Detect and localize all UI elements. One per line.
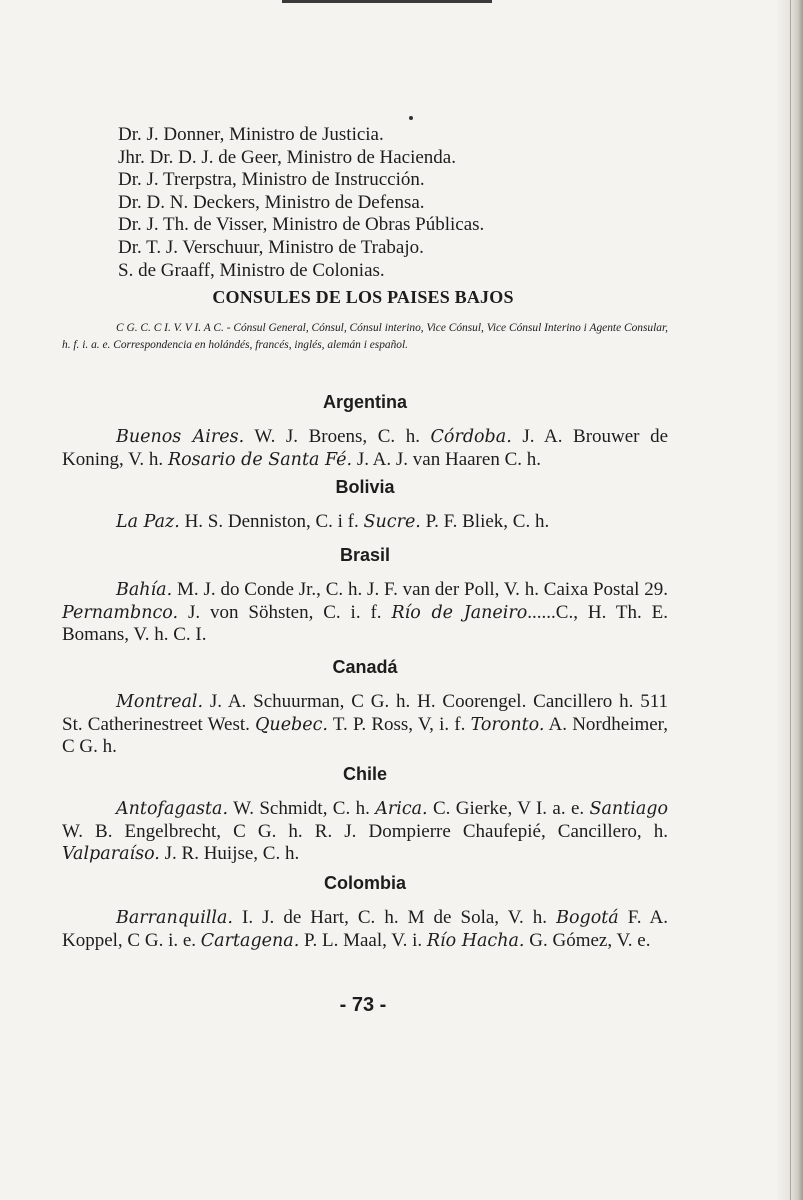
place-name: Río de Janeiro [391, 602, 528, 623]
ink-dot [409, 116, 413, 120]
place-name: Arica. [375, 799, 428, 819]
place-name: Cartagena. [200, 930, 300, 951]
country-heading: Argentina [322, 392, 407, 412]
place-name: La Paz. [116, 512, 180, 532]
consul-text: W. Schmidt, C. h. [228, 798, 376, 819]
place-name: Quebec. [255, 714, 328, 735]
section-colombia [62, 873, 668, 952]
place-name: Barranquilla. [116, 908, 233, 928]
consul-text: M. J. do Conde Jr., C. h. J. F. van der Poll, V. h. Caixa Postal 29. [172, 579, 668, 600]
country-heading: Colombia [323, 873, 406, 893]
consul-text: P. L. Maal, V. i. [299, 929, 427, 951]
consul-text: J. von Söhsten, C. i. f. [178, 601, 392, 623]
minister-line: Dr. J. Th. de Visser, Ministro de Obras Públicas. [118, 214, 485, 236]
consul-text: H. S. Denniston, C. i f. [179, 511, 364, 532]
section-canada [62, 657, 668, 759]
consul-entry [62, 691, 668, 759]
place-name: Montreal. [116, 692, 204, 712]
place-name: Bogotá [556, 908, 619, 928]
place-name: Río Hacha. [426, 930, 525, 951]
consul-entry [62, 426, 668, 471]
book-spine-edge [777, 0, 803, 1200]
top-border-line [282, 0, 492, 3]
place-name: Buenos Aires. [116, 427, 245, 447]
place-name: Sucre. [363, 512, 421, 532]
place-name: Pernambnco. [62, 602, 179, 623]
place-name: Antofagasta. [116, 799, 229, 819]
country-heading: Bolivia [335, 477, 395, 497]
abbreviation-legend: C G. C. C I. V. V I. A C. - Cónsul General, Cónsul, Cónsul interino, Vice Cónsul, Vice Cónsul Interino i Agente Consular, h. f. i. a. e. Correspondencia en holándés, francés, inglés, alemán i español. [62, 322, 668, 351]
consul-text: J. A. J. van Haaren C. h. [352, 448, 541, 470]
consul-entry [62, 907, 668, 952]
minister-line: Dr. J. Trerpstra, Ministro de Instrucción. [118, 169, 425, 191]
country-heading: Canadá [332, 657, 398, 677]
consul-entry [62, 511, 668, 534]
consul-text: J. A. Brouwer de Koning, V. h. [62, 426, 668, 470]
consul-text: J. A. Schuurman, C G. h. H. Coorengel. Cancillero h. 511 St. Catherinestreet West. [62, 691, 668, 735]
page-number: - 73 - [339, 994, 387, 1016]
place-name: Bahía. [116, 580, 173, 600]
consul-text: C. Gierke, V I. a. e. [427, 798, 590, 819]
place-name: Rosario de Santa Fé. [167, 449, 353, 470]
minister-line: Dr. T. J. Verschuur, Ministro de Trabajo. [118, 236, 424, 258]
place-name: Valparaíso. [62, 844, 160, 864]
section-chile [62, 764, 668, 866]
minister-line: Dr. J. Donner, Ministro de Justicia. [118, 124, 384, 145]
consul-entry [62, 579, 668, 647]
section-brasil [62, 545, 668, 647]
consul-text: A. Nordheimer, C G. h. [62, 713, 668, 757]
ministers-list [118, 124, 678, 282]
country-heading: Chile [342, 764, 387, 784]
consul-text: F. A. Koppel, C G. i. e. [62, 907, 668, 951]
place-name: Córdoba. [430, 427, 512, 447]
consul-text: G. Gómez, V. e. [524, 929, 651, 951]
minister-line: Jhr. Dr. D. J. de Geer, Ministro de Hacienda. [118, 146, 456, 168]
consuls-heading: CONSULES DE LOS PAISES BAJOS [212, 287, 514, 307]
country-heading: Brasil [339, 545, 391, 565]
consul-text: W. J. Broens, C. h. [244, 426, 431, 447]
consul-text: P. F. Bliek, C. h. [420, 511, 550, 532]
place-name: Toronto. [470, 714, 545, 735]
section-argentina [62, 392, 668, 471]
minister-line: S. de Graaff, Ministro de Colonias. [118, 259, 385, 281]
consul-text: J. R. Huijse, C. h. [159, 843, 300, 864]
section-bolivia [62, 477, 668, 534]
minister-line: Dr. D. N. Deckers, Ministro de Defensa. [118, 191, 425, 213]
consul-text: I. J. de Hart, C. h. M de Sola, V. h. [233, 907, 557, 928]
consul-text: W. B. Engelbrecht, C G. h. R. J. Dompierre Chaufepié, Cancillero, h. [62, 820, 668, 842]
place-name: Santiago [589, 799, 668, 819]
consul-entry [62, 798, 668, 866]
consul-text: ......C., H. Th. E. Bomans, V. h. C. I. [62, 601, 668, 645]
consul-text: T. P. Ross, V, i. f. [327, 713, 471, 735]
